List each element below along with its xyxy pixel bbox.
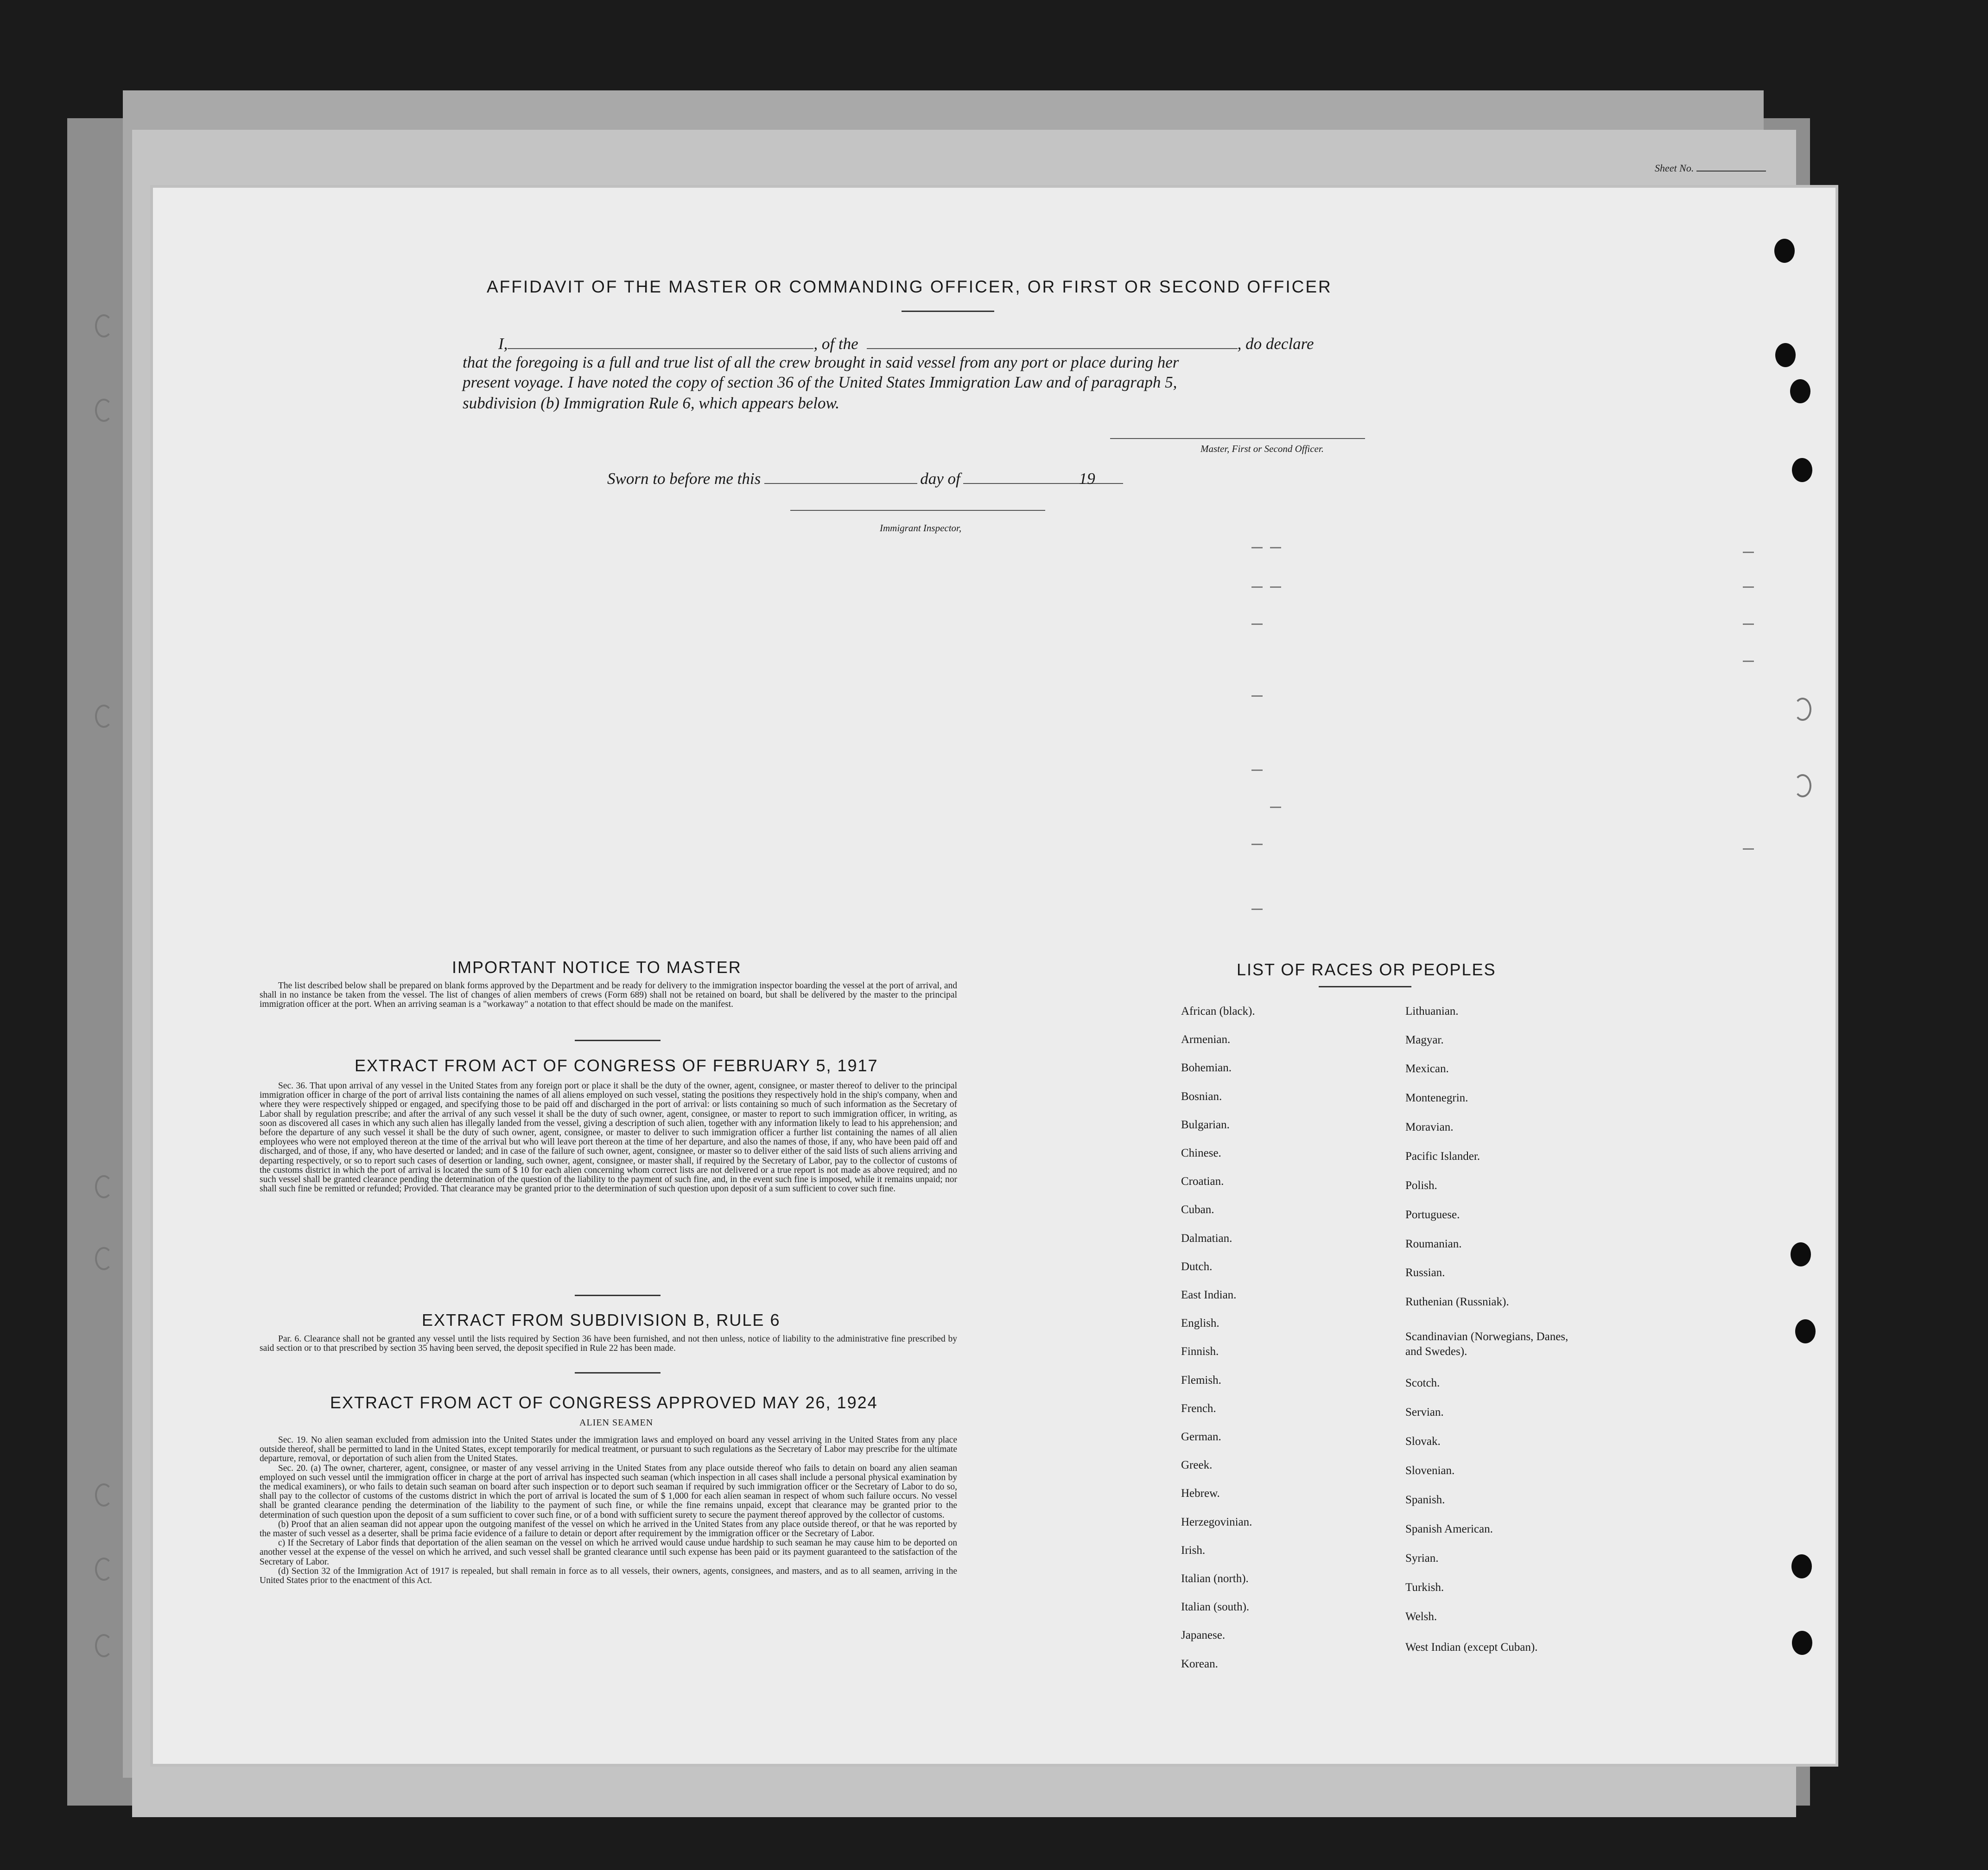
bleed-mark bbox=[1251, 770, 1263, 771]
binder-ring-icon bbox=[95, 399, 113, 422]
race-item: Moravian. bbox=[1405, 1121, 1454, 1133]
act-1924-title: EXTRACT FROM ACT OF CONGRESS APPROVED MAY 26, 1924 bbox=[330, 1393, 878, 1412]
race-item: German. bbox=[1181, 1431, 1221, 1443]
race-item: Italian (south). bbox=[1181, 1601, 1250, 1614]
punch-hole-icon bbox=[1791, 1554, 1812, 1578]
race-item: Croatian. bbox=[1181, 1175, 1224, 1188]
affidavit-line-2: that the foregoing is a full and true list of all the crew brought in said vessel from any port or place during her bbox=[463, 353, 1179, 371]
bleed-mark bbox=[1251, 623, 1263, 625]
race-item: Spanish. bbox=[1405, 1494, 1445, 1506]
bleed-mark bbox=[1270, 547, 1281, 548]
race-item: African (black). bbox=[1181, 1005, 1255, 1018]
race-item: Flemish. bbox=[1181, 1374, 1221, 1387]
race-item: Servian. bbox=[1405, 1406, 1444, 1418]
race-item: Finnish. bbox=[1181, 1345, 1219, 1358]
race-item: Armenian. bbox=[1181, 1033, 1231, 1046]
bleed-mark bbox=[1251, 547, 1263, 548]
bleed-mark bbox=[1251, 844, 1263, 845]
vessel-blank[interactable] bbox=[867, 348, 1238, 349]
name-blank[interactable] bbox=[508, 348, 813, 349]
act-1924-text: Sec. 19. No alien seaman excluded from admission into the United States under the immigration laws and employed on board any vessel arriving in the United States from any place outside thereof, shall be permitted to land in the United States, except temporarily for medical treatment, or pursuant to such regulations as the Secretary of Labor may prescribe for the ultimate departure, removal, or deportation of such alien from the United States. Sec. 20. (a) The owner, charterer, agent, consignee, or master of any vessel arriving in the United States from any place outside thereof who fails to detain on board any alien seaman employed on such vessel until the immigration officer in charge at the port of arrival has inspected such seaman (which inspection in all cases shall include a personal physical examination by the medical examiners), or who fails to detain such seaman on board after such inspection or to deport such seaman if required by such immigration officer or the Secretary of Labor to do so, shall pay to the collector of customs of the customs district in which the port of arrival is located the sum of $ 1,000 for each alien seaman in respect of whom such failure occurs. No vessel shall be granted clearance pending the determination of the liability to the payment of such fine, or while the fine remains unpaid, except that clearance may be granted prior to the determination of such question upon the deposit of a sum sufficient to cover such fine, or of a bond with sufficient surety to secure the payment thereof approved by the collector of customs. (b) Proof that an alien seaman did not appear upon the outgoing manifest of the vessel on which he arrived in the United States from any place outside thereof, or that he was reported by the master of such vessel as a deserter, shall be prima facie evidence of a failure to detain or deport after requirement by the immigration officer or the Secretary of Labor. c) If the Secretary of Labor finds that deportation of the alien seaman on the vessel on which he arrived would cause undue hardship to such seaman he may cause him to be deported on another vessel at the expense of the vessel on which he arrived, and such vessel shall be granted clearance until such expense has been paid or its payment guaranteed to the satisfaction of the Secretary of Labor. (d) Section 32 of the Immigration Act of 1917 is repealed, but shall remain in force as to all vessels, their owners, agents, consignees, and masters, and as to all seamen, arriving in the United States prior to the enactment of this Act. bbox=[260, 1435, 957, 1586]
bleed-mark bbox=[1251, 695, 1263, 697]
race-item: East Indian. bbox=[1181, 1289, 1237, 1301]
affidavit-line-4: subdivision (b) Immigration Rule 6, which appears below. bbox=[463, 394, 840, 412]
punch-hole-icon bbox=[1792, 458, 1812, 482]
punch-hole-icon bbox=[1775, 343, 1796, 367]
race-item: Chinese. bbox=[1181, 1147, 1221, 1159]
divider bbox=[575, 1040, 661, 1041]
race-item: Bosnian. bbox=[1181, 1090, 1222, 1103]
binder-ring-icon bbox=[95, 1483, 113, 1507]
alien-seamen-heading: ALIEN SEAMEN bbox=[579, 1418, 654, 1428]
race-item: Bohemian. bbox=[1181, 1062, 1232, 1075]
race-item: Korean. bbox=[1181, 1657, 1218, 1670]
race-item: Scotch. bbox=[1405, 1377, 1440, 1389]
rule6-text: Par. 6. Clearance shall not be granted any vessel until the lists required by Section 36 have been furnished, and not then unless, notice of liability to the administrative fine prescribed by said section or to that prescribed by section 35 having been served, the deposit specified in Rule 22 has been made. bbox=[260, 1334, 957, 1354]
act-1917-text: Sec. 36. That upon arrival of any vessel in the United States from any foreign port or place it shall be the duty of the owner, agent, consignee, or master thereof to deliver to the principal immigration officer in charge of the port of arrival lists containing the names of all aliens employed on such vessel, stating the positions they respectively hold in the ship's company, when and where they were respectively shipped or engaged, and specifying those to be paid off and discharged in the port of arrival: or lists containing so much of such information as the Secretary of Labor shall by regulation prescribe; and after the arrival of any such vessel it shall be the duty of such owner, agent, consignee, or master to report to such immigration officer, in writing, as soon as discovered all cases in which any such alien has illegally landed from the vessel, giving a description of such alien, together with any information likely to lead to his apprehension; and before the departure of any such vessel it shall be the duty of such owner, agent, consignee, or master to deliver to such immigration officer a further list containing the names of all alien employees who were not employed thereon at the time of the arrival but who will leave port thereon at the time of her departure, and also the names of those, if any, who have been paid off and discharged, and of those, if any, who have deserted or landed; and in case of the failure of such owner, agent, consignee, or master so to deliver either of the said lists of such aliens arriving and departing respectively, or so to report such cases of desertion or landing, such owner, agent, consignee, or master shall, if required by the Secretary of Labor, pay to the collector of customs of the customs district in which the port of arrival is located the sum of $ 10 for each alien concerning whom correct lists are not delivered or a true report is not made as above required; and no such vessel shall be granted clearance pending the determination of the question of the liability to the payment of such fine, and, in the event such fine is imposed, while it remains unpaid; nor shall such fine be remitted or refunded; Provided. That clearance may be granted prior to the determination of such question upon deposit of a sum sufficient to cover such fine. bbox=[260, 1081, 957, 1194]
race-item: Turkish. bbox=[1405, 1581, 1444, 1594]
divider bbox=[902, 311, 994, 312]
bleed-mark bbox=[1743, 661, 1754, 662]
race-item: Hebrew. bbox=[1181, 1487, 1220, 1500]
notice-text: The list described below shall be prepared on blank forms approved by the Department and be ready for delivery to the immigration inspector boarding the vessel at the port of arrival, and shall in no instance be taken from the vessel. The list of changes of alien members of crews (Form 689) shall not be retained on board, but shall be delivered by the master to the principal immigration officer at the port. When an arriving seaman is a "workaway" a notation to that effect should be made on the manifest. bbox=[260, 981, 957, 1010]
master-signature-line[interactable] bbox=[1110, 438, 1365, 439]
affidavit-title: AFFIDAVIT OF THE MASTER OR COMMANDING OFFICER, OR FIRST OR SECOND OFFICER bbox=[487, 277, 1332, 296]
race-item: Scandinavian (Norwegians, Danes, and Swedes). bbox=[1405, 1330, 1569, 1358]
binder-ring-icon bbox=[95, 1175, 113, 1198]
race-item: Japanese. bbox=[1181, 1629, 1226, 1642]
race-item: Bulgarian. bbox=[1181, 1118, 1230, 1131]
inspector-signature-line[interactable] bbox=[790, 510, 1045, 511]
affidavit-line-3: present voyage. I have noted the copy of section 36 of the United States Immigration Law and of paragraph 5, bbox=[463, 373, 1177, 391]
binder-ring-icon bbox=[1794, 698, 1811, 721]
affidavit-line-1: I, , of the , do declare bbox=[498, 335, 1314, 353]
divider bbox=[575, 1295, 661, 1296]
bleed-mark bbox=[1270, 586, 1281, 588]
bleed-mark bbox=[1743, 623, 1754, 625]
punch-hole-icon bbox=[1790, 379, 1810, 403]
binder-ring-icon bbox=[95, 1247, 113, 1270]
race-item: Lithuanian. bbox=[1405, 1005, 1459, 1018]
race-item: Italian (north). bbox=[1181, 1572, 1249, 1585]
race-item: Irish. bbox=[1181, 1544, 1206, 1557]
sworn-line: Sworn to before me this day of 19 bbox=[607, 470, 1123, 488]
race-item: Cuban. bbox=[1181, 1203, 1214, 1216]
race-item: French. bbox=[1181, 1402, 1216, 1415]
race-item: Welsh. bbox=[1405, 1610, 1437, 1623]
punch-hole-icon bbox=[1791, 1242, 1811, 1266]
master-caption: Master, First or Second Officer. bbox=[1200, 443, 1324, 454]
binder-ring-icon bbox=[95, 705, 113, 728]
sheet-number-label: Sheet No. bbox=[1655, 162, 1766, 174]
race-item: Slovak. bbox=[1405, 1435, 1441, 1448]
inspector-caption: Immigrant Inspector, bbox=[880, 522, 962, 534]
race-item: Slovenian. bbox=[1405, 1464, 1455, 1477]
race-item: Polish. bbox=[1405, 1179, 1437, 1192]
bleed-mark bbox=[1743, 848, 1754, 850]
race-item: Dutch. bbox=[1181, 1260, 1213, 1273]
race-item: Herzegovinian. bbox=[1181, 1515, 1252, 1528]
notice-title: IMPORTANT NOTICE TO MASTER bbox=[452, 958, 742, 977]
race-item: Spanish American. bbox=[1405, 1523, 1493, 1535]
binder-ring-icon bbox=[95, 1634, 113, 1657]
race-item: Mexican. bbox=[1405, 1062, 1449, 1075]
race-item: English. bbox=[1181, 1317, 1219, 1330]
sworn-day-blank[interactable] bbox=[764, 483, 917, 484]
bleed-mark bbox=[1251, 586, 1263, 588]
race-item: Roumanian. bbox=[1405, 1238, 1462, 1250]
sworn-year-blank[interactable] bbox=[1095, 483, 1123, 484]
race-item: Magyar. bbox=[1405, 1034, 1444, 1046]
binder-ring-icon bbox=[95, 1558, 113, 1581]
act-1917-title: EXTRACT FROM ACT OF CONGRESS OF FEBRUARY 5, 1917 bbox=[355, 1056, 878, 1075]
race-item: Dalmatian. bbox=[1181, 1232, 1232, 1245]
race-item: Portuguese. bbox=[1405, 1209, 1460, 1221]
race-item: Russian. bbox=[1405, 1266, 1445, 1279]
race-item: Greek. bbox=[1181, 1459, 1213, 1472]
punch-hole-icon bbox=[1792, 1631, 1812, 1655]
binder-ring-icon bbox=[95, 314, 113, 337]
rule6-title: EXTRACT FROM SUBDIVISION B, RULE 6 bbox=[422, 1310, 781, 1329]
races-title: LIST OF RACES OR PEOPLES bbox=[1237, 960, 1496, 979]
race-item: Ruthenian (Russniak). bbox=[1405, 1296, 1509, 1308]
punch-hole-icon bbox=[1774, 239, 1795, 263]
divider bbox=[575, 1372, 661, 1374]
binder-ring-icon bbox=[1794, 774, 1811, 797]
bleed-mark bbox=[1743, 552, 1754, 553]
race-item: Montenegrin. bbox=[1405, 1092, 1468, 1104]
punch-hole-icon bbox=[1795, 1319, 1816, 1343]
divider bbox=[1319, 986, 1411, 987]
bleed-mark bbox=[1270, 807, 1281, 808]
race-item: West Indian (except Cuban). bbox=[1405, 1641, 1538, 1654]
race-item: Syrian. bbox=[1405, 1552, 1439, 1565]
race-item: Pacific Islander. bbox=[1405, 1150, 1480, 1163]
bleed-mark bbox=[1251, 909, 1263, 910]
bleed-mark bbox=[1743, 586, 1754, 588]
